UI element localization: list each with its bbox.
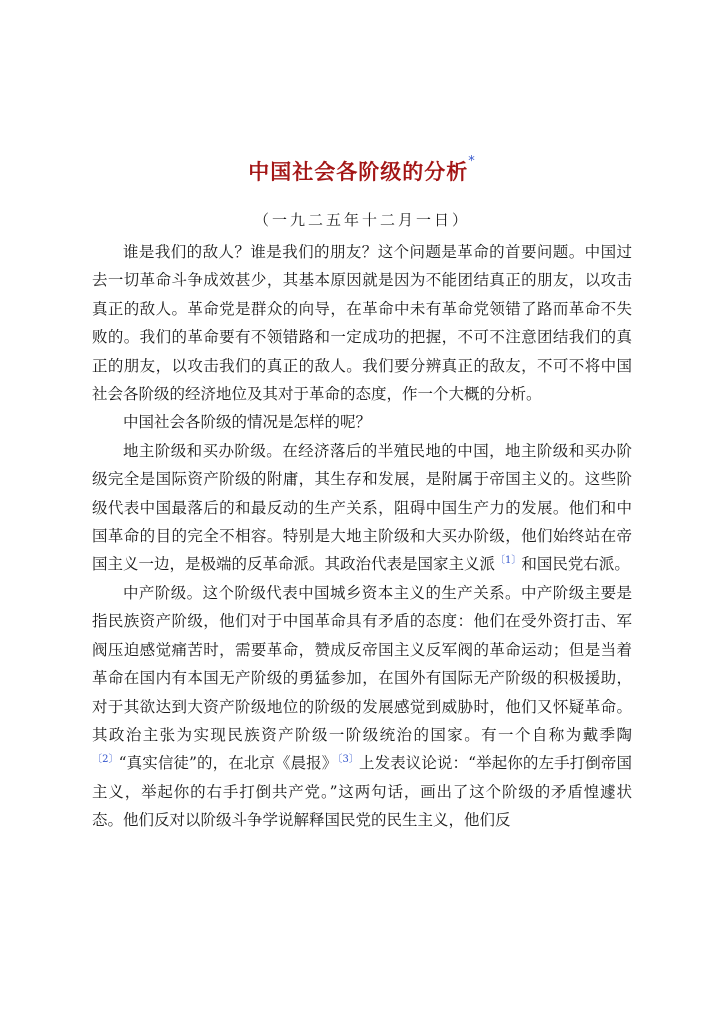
paragraph-text: 地主阶级和买办阶级。在经济落后的半殖民地的中国，地主阶级和买办阶级完全是国际资产阶级的附庸，其生存和发展，是附属于帝国主义的。这些阶级代表中国最落后的和最反动的生产关系，阻碍中国生产力的发展。他们和中国革命的目的完全不相容。特别是大地主阶级和大买办阶级，他们始终站在帝国主义一边，是极端的反革命派。其政治代表是国家主义派 xyxy=(92,441,632,574)
title-footnote-mark[interactable]: * xyxy=(468,154,476,169)
document-date: （一九二五年十二月一日） xyxy=(253,211,470,229)
document-title xyxy=(0,156,724,186)
paragraph xyxy=(92,238,632,408)
paragraph xyxy=(92,408,632,436)
title-text: 中国社会各阶级的分析 xyxy=(248,160,469,184)
paragraph-text: 和国民党右派。 xyxy=(521,555,630,574)
paragraph-text: 上发表议论说：“举起你的左手打倒帝国主义，举起你的右手打倒共产党。”这两句话，画出了这个阶级的矛盾惶遽状态。他们反对以阶级斗争学说解释国民党的民生主义，他们反 xyxy=(92,754,632,830)
paragraph xyxy=(92,437,632,579)
paragraph-text: “真实信徒”的，在北京《晨报》 xyxy=(118,754,338,773)
document-body xyxy=(92,238,632,835)
paragraph-text: 中国社会各阶级的情况是怎样的呢？ xyxy=(123,413,372,432)
paragraph xyxy=(92,579,632,835)
footnote-reference[interactable]: 〔2〕 xyxy=(92,754,119,766)
footnote-reference[interactable]: 〔1〕 xyxy=(495,555,522,567)
footnote-reference[interactable]: 〔3〕 xyxy=(337,754,359,766)
paragraph-text: 谁是我们的敌人？谁是我们的朋友？这个问题是革命的首要问题。中国过去一切革命斗争成效甚少，其基本原因就是因为不能团结真正的朋友，以攻击真正的敌人。革命党是群众的向导，在革命中未有革命党领错了路而革命不失败的。我们的革命要有不领错路和一定成功的把握，不可不注意团结我们的真正的朋友，以攻击我们的真正的敌人。我们要分辨真正的敌友，不可不将中国社会各阶级的经济地位及其对于革命的态度，作一个大概的分析。 xyxy=(92,243,632,404)
paragraph-text: 中产阶级。这个阶级代表中国城乡资本主义的生产关系。中产阶级主要是指民族资产阶级，他们对于中国革命具有矛盾的态度：他们在受外资打击、军阀压迫感觉痛苦时，需要革命，赞成反帝国主义反军阀的革命运动；但是当着革命在国内有本国无产阶级的勇猛参加，在国外有国际无产阶级的积极援助，对于其欲达到大资产阶级地位的阶级的发展感觉到威胁时，他们又怀疑革命。其政治主张为实现民族资产阶级一阶级统治的国家。有一个自称为戴季陶 xyxy=(92,583,632,744)
